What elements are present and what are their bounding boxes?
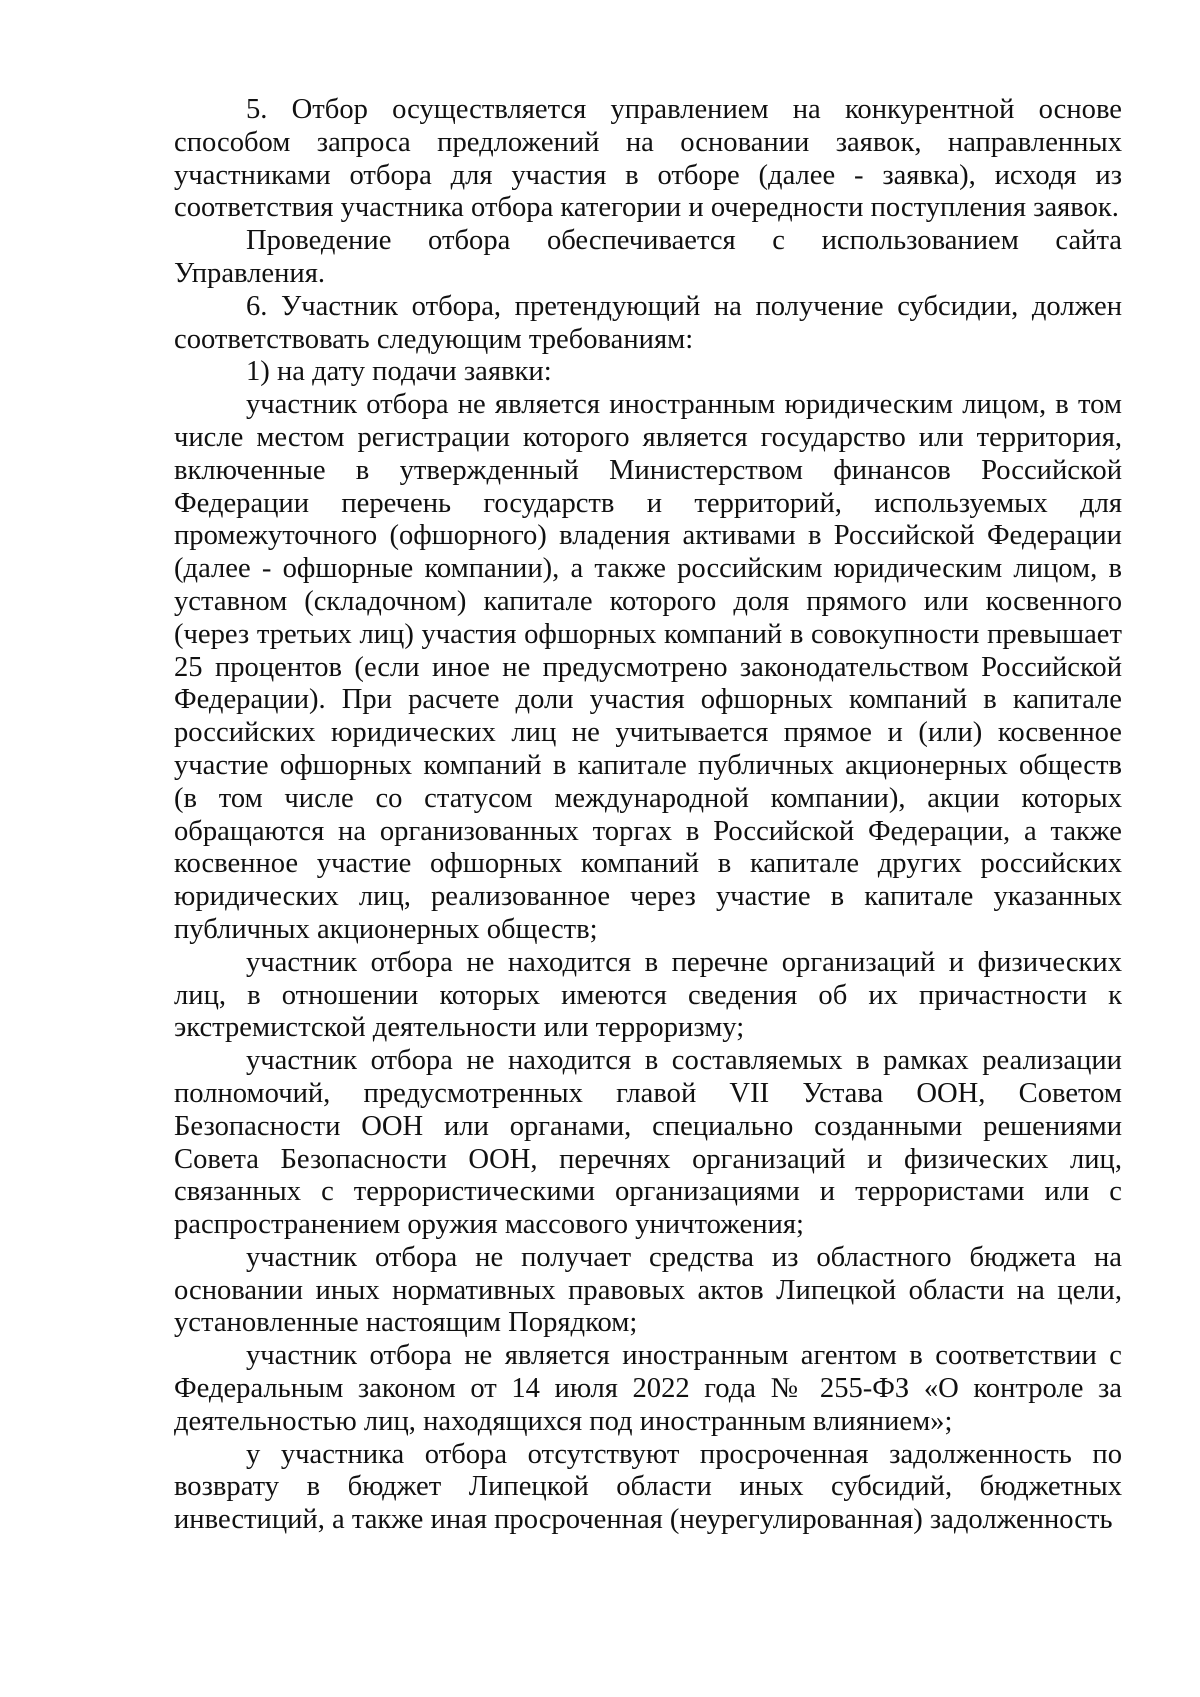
paragraph-offshore-requirement: участник отбора не является иностранным юридическим лицом, в том числе местом регистрации которого является государство или территория, включенные в утвержденный Министерством финансов Российской Федерации перечень государств и территорий, используемых для промежуточного (офшорного) владения активами в Российской Федерации (далее - офшорные компании), а также российским юридическим лицом, в уставном (складочном) капитале которого доля прямого или косвенного (через третьих лиц) участия офшорных компаний в совокупности превышает 25 процентов (если иное не предусмотрено законодательством Российской Федерации). При расчете доли участия офшорных компаний в капитале российских юридических лиц не учитывается прямое и (или) косвенное участие офшорных компаний в капитале публичных акционерных обществ (в том числе со статусом международной компании), акции которых обращаются на организованных торгах в Российской Федерации, а также косвенное участие офшорных компаний в капитале других российских юридических лиц, реализованное через участие в капитале указанных публичных акционерных обществ;: [174, 389, 1122, 945]
paragraph-debt-requirement: у участника отбора отсутствуют просроченная задолженность по возврату в бюджет Липецкой области иных субсидий, бюджетных инвестиций, а также иная просроченная (неурегулированная) задолженность: [174, 1438, 1122, 1536]
paragraph-selection-site: Проведение отбора обеспечивается с использованием сайта Управления.: [174, 225, 1122, 289]
paragraph-foreign-agent-requirement: участник отбора не является иностранным агентом в соответствии с Федеральным законом от 14 июля 2022 года № 255-ФЗ «О контроле за деятельностью лиц, находящихся под иностранным влиянием»;: [174, 1340, 1122, 1437]
document-page: [174, 94, 1122, 1537]
paragraph-item-5-selection: 5. Отбор осуществляется управлением на конкурентной основе способом запроса предложений на основании заявок, направленных участниками отбора для участия в отборе (далее - заявка), исходя из соответствия участника отбора категории и очередности поступления заявок.: [174, 94, 1122, 224]
paragraph-regional-budget-requirement: участник отбора не получает средства из областного бюджета на основании иных нормативных правовых актов Липецкой области на цели, установленные настоящим Порядком;: [174, 1241, 1122, 1339]
paragraph-subitem-1-date: 1) на дату подачи заявки:: [246, 356, 552, 388]
paragraph-extremism-requirement: участник отбора не находится в перечне организаций и физических лиц, в отношении которых имеются сведения об их причастности к экстремистской деятельности или терроризму;: [174, 946, 1122, 1044]
paragraph-item-6-requirements: 6. Участник отбора, претендующий на получение субсидии, должен соответствовать следующим требованиям:: [174, 290, 1122, 355]
paragraph-un-sanctions-requirement: участник отбора не находится в составляемых в рамках реализации полномочий, предусмотренных главой VII Устава ООН, Советом Безопасности ООН или органами, специально созданными решениями Совета Безопасности ООН, перечнях организаций и физических лиц, связанных с террористическими организациями и террористами или с распространением оружия массового уничтожения;: [174, 1045, 1122, 1241]
